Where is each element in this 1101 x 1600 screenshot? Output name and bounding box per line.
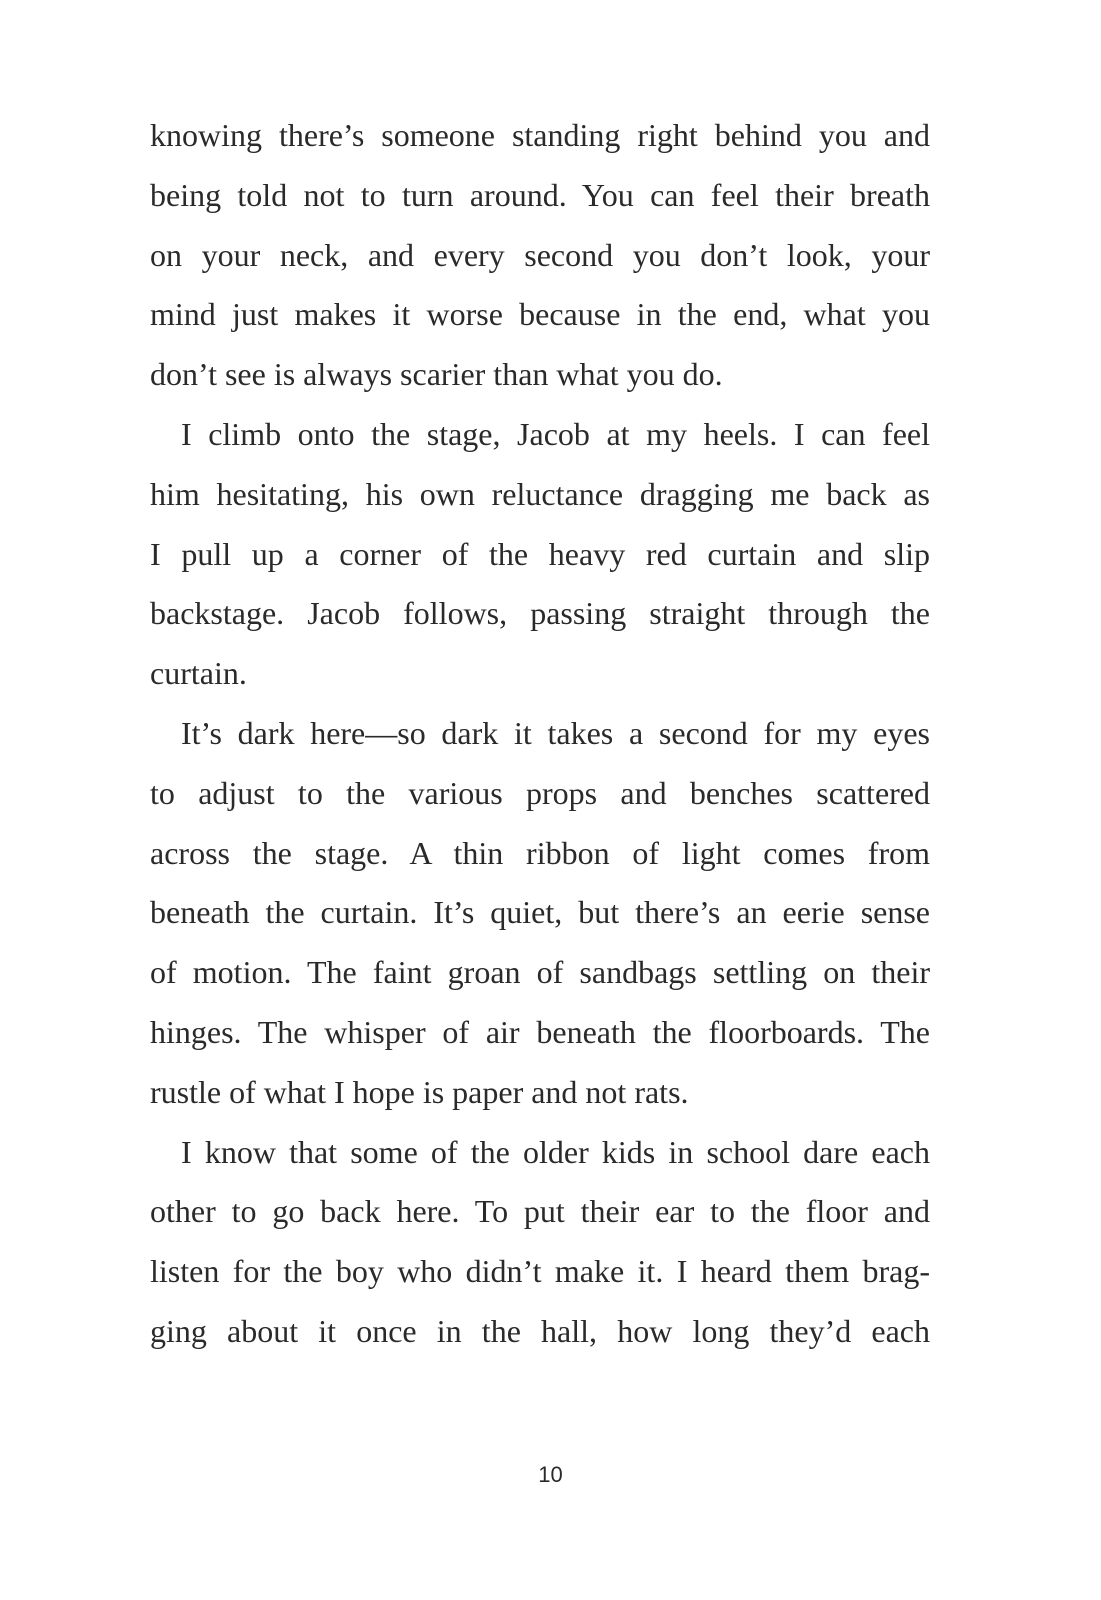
text-line: rustle of what I hope is paper and not rats.: [150, 1073, 689, 1110]
text-line: backstage. Jacob follows, passing straight through the: [150, 595, 930, 632]
text-line: on your neck, and every second you don’t look, your: [150, 236, 930, 273]
page-number: 10: [538, 1462, 563, 1487]
text-line: of motion. The faint groan of sandbags settling on their: [150, 954, 930, 991]
text-line: being told not to turn around. You can feel their breath: [150, 176, 930, 213]
text-line: beneath the curtain. It’s quiet, but there’s an eerie sense: [150, 894, 930, 931]
text-line: mind just makes it worse because in the end, what you: [150, 296, 930, 333]
text-line: don’t see is always scarier than what you do.: [150, 356, 723, 393]
text-line: It’s dark here—so dark it takes a second for my eyes: [181, 714, 930, 751]
text-line: to adjust to the various props and benches scattered: [150, 774, 930, 811]
text-line: curtain.: [150, 655, 247, 692]
text-line: him hesitating, his own reluctance dragging me back as: [150, 475, 930, 512]
text-line: I know that some of the older kids in school dare each: [181, 1133, 930, 1170]
body-text: [150, 106, 930, 1362]
text-line: listen for the boy who didn’t make it. I heard them brag-: [150, 1253, 930, 1290]
text-line: hinges. The whisper of air beneath the floorboards. The: [150, 1013, 930, 1050]
text-line: I climb onto the stage, Jacob at my heels. I can feel: [181, 415, 930, 452]
text-line: across the stage. A thin ribbon of light comes from: [150, 834, 930, 871]
text-line: knowing there’s someone standing right behind you and: [150, 117, 930, 153]
text-line: I pull up a corner of the heavy red curtain and slip: [150, 535, 930, 572]
text-line: ging about it once in the hall, how long they’d each: [150, 1312, 930, 1349]
text-line: other to go back here. To put their ear to the floor and: [150, 1193, 930, 1230]
